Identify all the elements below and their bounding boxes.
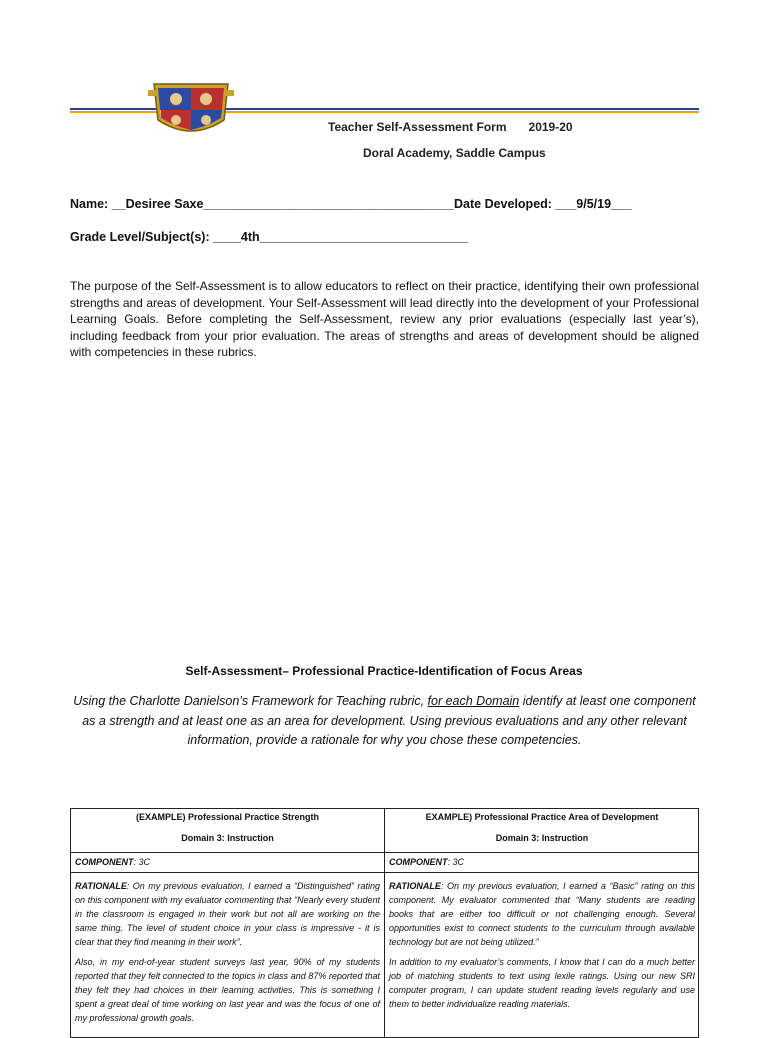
strength-rationale-text: : On my previous evaluation, I earned a “Distinguished” rating on this component with my evaluator commenting that “Nearly every student in the classroom is engaged in their work but not all are working on the same thing. The level of student choice in your class is impressive - it is clear that they find meaning in their work”. [75,881,380,947]
school-year: 2019-20 [528,120,573,134]
strength-column [71,809,385,1037]
development-rationale-cell [385,873,699,1011]
instructions-text-1: Using the Charlotte Danielson’s Framework for Teaching rubric, [73,694,428,708]
development-header [385,809,699,853]
development-header-title: EXAMPLE) Professional Practice Area of Development [425,812,659,822]
strength-domain: Domain 3: Instruction [181,833,274,843]
strength-rationale-label: RATIONALE [75,881,127,891]
strength-component-row [71,853,384,873]
strength-component-label: COMPONENT [75,857,134,867]
development-component-value: : 3C [447,857,465,867]
date-developed-field: Date Developed: ___9/5/19___ [454,197,632,211]
development-rationale-label: RATIONALE [389,881,441,891]
instructions-underlined: for each Domain [427,694,520,708]
grade-level-field: Grade Level/Subject(s): ____4th______________________________ [70,230,469,244]
strength-header [71,809,384,853]
strength-rationale-cell [71,873,384,1025]
focus-areas-table [70,808,699,1038]
form-title-line [328,120,573,134]
form-title: Teacher Self-Assessment Form [328,120,507,134]
strength-rationale [75,879,380,949]
development-component-row [385,853,699,873]
strength-paragraph-2: Also, in my end-of-year student surveys last year, 90% of my students reported that they felt connected to the topics in class and 87% reported that they felt they had choices in their learning activities. This is something I spent a great deal of time working on last year and was the focus of one of my professional growth goals. [75,957,380,1023]
instructions-paragraph [70,692,699,751]
purpose-paragraph: The purpose of the Self-Assessment is to allow educators to reflect on their practice, identifying their own professional strengths and areas of development. Your Self-Assessment will lead directly into the development of your Professional Learning Goals. Before completing the Self-Assessment, review any prior evaluations (especially last year’s), including feedback from your prior evaluation. The areas of strengths and areas of development should be aligned with competencies in these rubrics. [70,279,699,360]
strength-header-title: (EXAMPLE) Professional Practice Strength [135,812,320,822]
development-rationale [389,879,695,949]
instructions-text-2: identify at least one component as a strength and at least one as an area for development. Using previous evaluations and any other relevant information, provide a rationale for why you chose these competencies. [82,694,696,747]
development-component-label: COMPONENT [389,857,448,867]
development-column [385,809,699,1037]
development-domain: Domain 3: Instruction [495,833,589,843]
name-field: Name: __Desiree Saxe____________________________________ [70,197,454,211]
school-crest-logo [146,80,236,138]
school-name: Doral Academy, Saddle Campus [363,146,546,160]
section-heading: Self-Assessment– Professional Practice-Identification of Focus Areas [185,664,583,678]
development-paragraph-2: In addition to my evaluator’s comments, I know that I can do a much better job of matching students to text using lexile ratings. Using our new SRI computer program, I can update student reading levels regularly and use them to better individualize reading materials. [389,957,695,1009]
development-rationale-text: : On my previous evaluation, I earned a “Basic” rating on this component. My evaluator commented that “Many students are reading books that are either too difficult or not challenging enough. Several opportunities exist to connect students to the curriculum through available technology but are not being utilized.” [389,881,695,947]
strength-component-value: : 3C [133,857,151,867]
